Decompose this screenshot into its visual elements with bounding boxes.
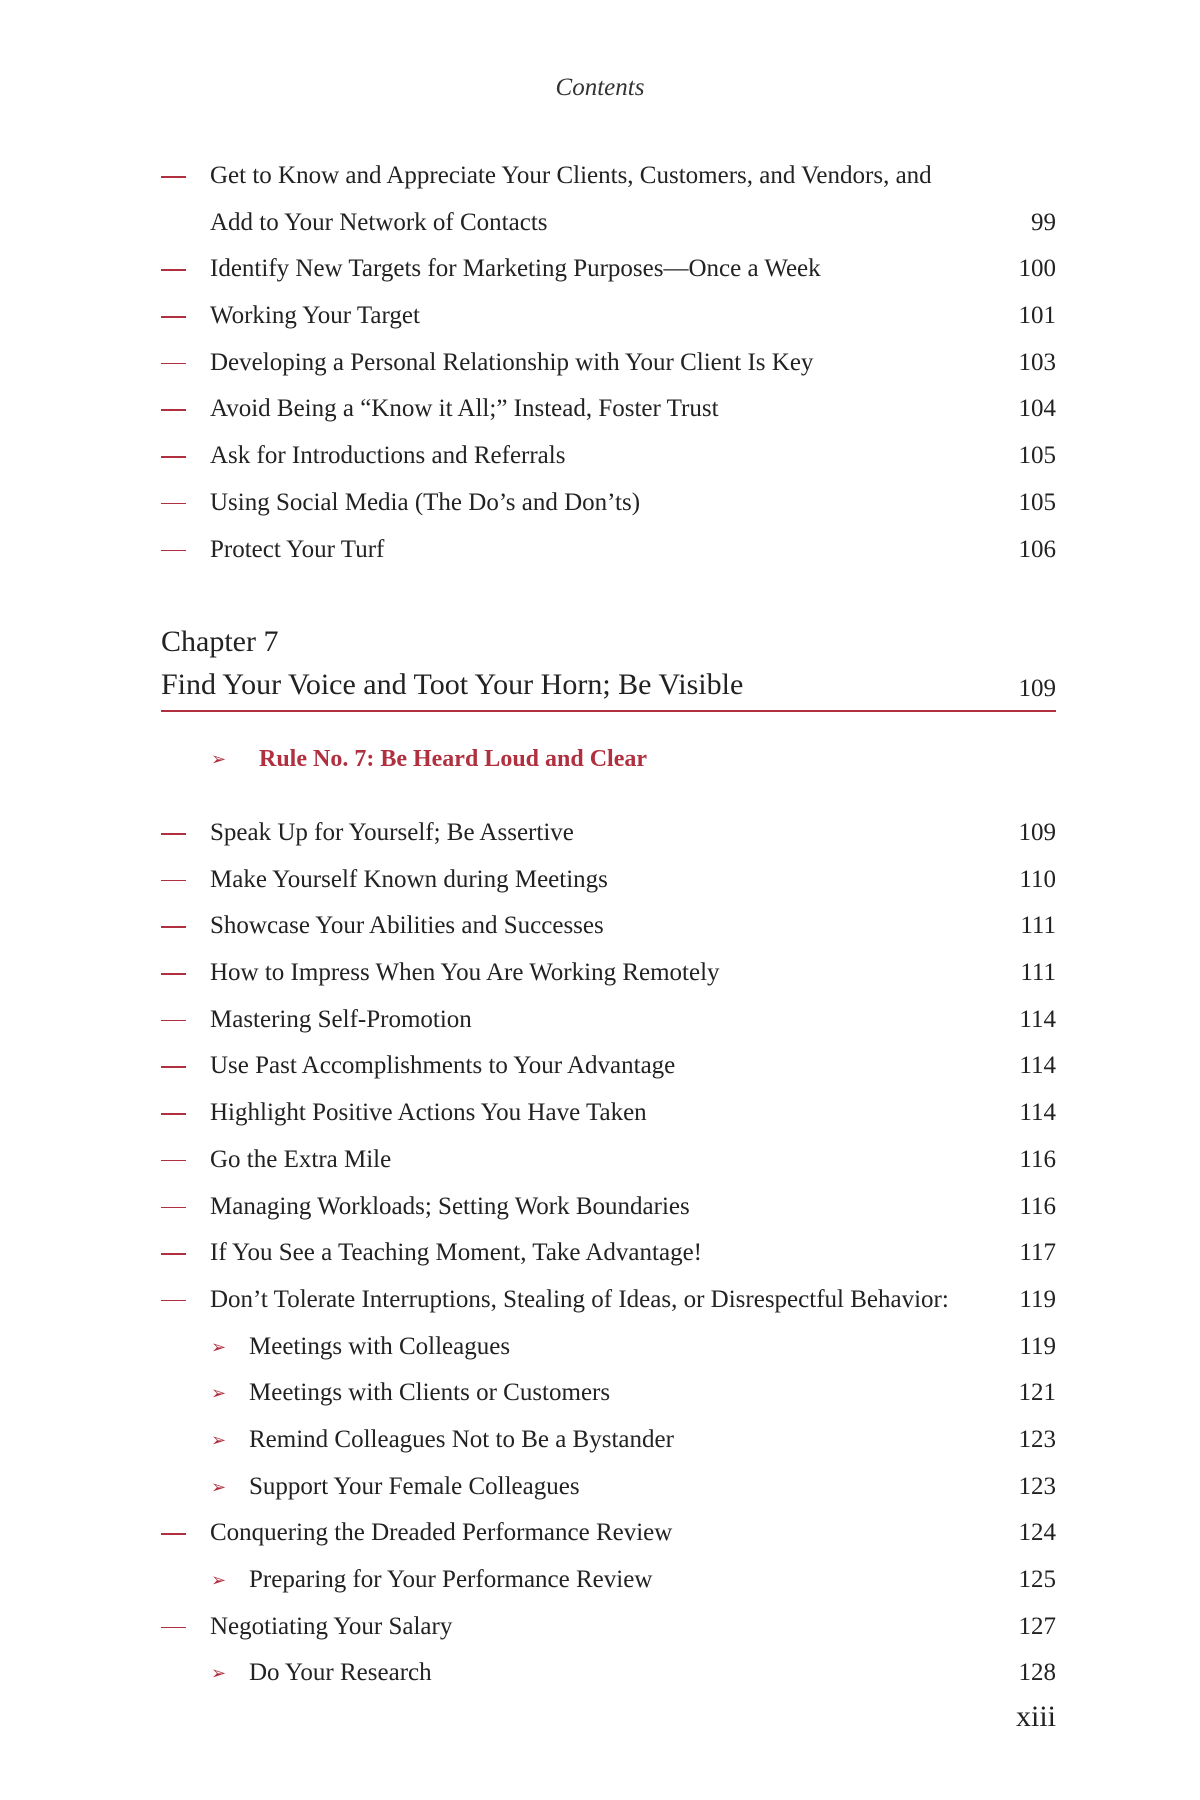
toc-entry-page: 111 <box>1020 912 1056 940</box>
toc-entry-page: 127 <box>1018 1612 1056 1640</box>
toc-entry-title: Highlight Positive Actions You Have Taken <box>210 1099 647 1127</box>
arrow-bullet-icon: ➢ <box>211 1663 227 1684</box>
toc-entry-title: Managing Workloads; Setting Work Boundaries <box>210 1192 690 1220</box>
toc-entry-page: 125 <box>1018 1566 1056 1593</box>
toc-entry-title: Conquering the Dreaded Performance Review <box>210 1519 673 1547</box>
arrow-bullet-icon: ➢ <box>211 1383 227 1404</box>
toc-entry-title: Preparing for Your Performance Review <box>249 1566 653 1593</box>
arrow-bullet-icon: ➢ <box>211 749 227 769</box>
toc-entry <box>161 810 1056 857</box>
toc-entry-title: Make Yourself Known during Meetings <box>210 865 608 893</box>
toc-entry <box>161 1090 1056 1137</box>
toc-entry <box>161 1184 1056 1231</box>
toc-entry-title: Ask for Introductions and Referrals <box>210 442 566 470</box>
toc-entry <box>161 1043 1056 1090</box>
toc-entry-title: Meetings with Colleagues <box>249 1332 511 1360</box>
toc-entry-page: 114 <box>1019 1005 1056 1033</box>
arrow-bullet-icon: ➢ <box>211 1336 227 1357</box>
toc-entry-page: 109 <box>1018 819 1056 846</box>
toc-entry-title: How to Impress When You Are Working Remotely <box>210 959 720 987</box>
toc-entry-page: 123 <box>1018 1472 1056 1500</box>
toc-entry-title: Support Your Female Colleagues <box>249 1472 580 1500</box>
chapter-heading <box>161 620 1056 712</box>
toc-entry-page: 99 <box>1031 208 1056 236</box>
toc-entry <box>161 1604 1056 1651</box>
toc-entry-title: Do Your Research <box>249 1659 432 1687</box>
toc-entry-page: 104 <box>1018 395 1056 423</box>
toc-entry <box>161 1510 1056 1557</box>
toc-entry-page: 117 <box>1019 1239 1056 1267</box>
toc-entry <box>161 1650 1056 1697</box>
toc-entry-title: Remind Colleagues Not to Be a Bystander <box>249 1425 674 1453</box>
toc-entry <box>161 1464 1056 1511</box>
toc-entry <box>161 293 1056 340</box>
toc-entry-title: Don’t Tolerate Interruptions, Stealing of Ideas, or Disrespectful Behavior: <box>210 1285 949 1313</box>
toc-entry <box>161 1417 1056 1464</box>
toc-entry-title: Meetings with Clients or Customers <box>249 1379 611 1407</box>
toc-entry-page: 114 <box>1019 1099 1056 1127</box>
toc-entry-title: Negotiating Your Salary <box>210 1612 453 1640</box>
toc-entry <box>161 340 1056 387</box>
toc-entry-title: Mastering Self-Promotion <box>210 1005 472 1033</box>
toc-entry-title: If You See a Teaching Moment, Take Advantage! <box>210 1239 702 1267</box>
toc-entry-title: Using Social Media (The Do’s and Don’ts) <box>210 488 641 516</box>
toc-entry-page: 116 <box>1019 1145 1056 1173</box>
chapter-page-number: 109 <box>1018 675 1056 702</box>
toc-entry-title: Identify New Targets for Marketing Purposes—Once a Week <box>210 255 821 283</box>
toc-entry <box>161 246 1056 293</box>
toc-entry-title: Developing a Personal Relationship with Your Client Is Key <box>210 348 814 376</box>
chapter-title-row <box>161 664 1056 712</box>
toc-entry <box>161 153 1056 200</box>
toc-list-chapter-7 <box>161 810 1056 1697</box>
toc-entry-page: 119 <box>1019 1285 1056 1313</box>
rule-text: Rule No. 7: Be Heard Loud and Clear <box>259 746 648 772</box>
toc-entry-page: 111 <box>1020 959 1056 987</box>
toc-entry-title: Go the Extra Mile <box>210 1145 392 1173</box>
toc-entry-title: Speak Up for Yourself; Be Assertive <box>210 819 574 846</box>
toc-entry-page: 121 <box>1018 1379 1056 1407</box>
toc-entry <box>161 480 1056 527</box>
toc-entry <box>161 1277 1056 1324</box>
arrow-bullet-icon: ➢ <box>211 1570 227 1590</box>
toc-entry-page: 128 <box>1018 1659 1056 1687</box>
toc-entry-page: 124 <box>1018 1519 1056 1547</box>
toc-entry <box>161 1370 1056 1417</box>
toc-entry <box>161 1324 1056 1371</box>
toc-entry-title: Showcase Your Abilities and Successes <box>210 912 604 940</box>
toc-entry-page: 116 <box>1019 1192 1056 1220</box>
toc-entry-page: 106 <box>1018 535 1056 563</box>
toc-entry-title: Use Past Accomplishments to Your Advantage <box>210 1052 676 1080</box>
arrow-bullet-icon: ➢ <box>211 1429 227 1450</box>
toc-entry <box>161 857 1056 904</box>
toc-entry <box>161 527 1056 574</box>
toc-entry-page: 123 <box>1018 1425 1056 1453</box>
toc-entry-page: 100 <box>1018 255 1056 283</box>
page-folio: xiii <box>1015 1700 1056 1733</box>
running-head: Contents <box>555 74 645 101</box>
toc-entry-page: 119 <box>1019 1332 1056 1360</box>
chapter-rule <box>161 736 1056 782</box>
toc-entry-title: Avoid Being a “Know it All;” Instead, Foster Trust <box>210 395 719 423</box>
toc-entry-page: 110 <box>1019 865 1056 893</box>
toc-entry-title: Add to Your Network of Contacts <box>210 208 548 236</box>
toc-entry <box>161 950 1056 997</box>
toc-entry-title: Protect Your Turf <box>210 535 385 563</box>
toc-entry <box>161 1230 1056 1277</box>
toc-list-continued <box>161 153 1056 573</box>
toc-entry <box>161 200 1056 247</box>
arrow-bullet-icon: ➢ <box>211 1476 227 1497</box>
toc-entry-page: 114 <box>1019 1052 1056 1080</box>
toc-entry <box>161 997 1056 1044</box>
toc-entry-title: Get to Know and Appreciate Your Clients, Customers, and Vendors, and <box>210 162 932 189</box>
toc-entry-title: Working Your Target <box>210 302 420 330</box>
toc-entry-page: 101 <box>1018 302 1056 330</box>
toc-entry <box>161 433 1056 480</box>
toc-entry-page: 105 <box>1018 488 1056 516</box>
chapter-label: Chapter 7 <box>161 625 279 658</box>
toc-entry-page: 105 <box>1018 442 1056 470</box>
toc-entry <box>161 903 1056 950</box>
toc-entry <box>161 1137 1056 1184</box>
toc-entry <box>161 1557 1056 1604</box>
toc-entry <box>161 386 1056 433</box>
chapter-title: Find Your Voice and Toot Your Horn; Be Visible <box>161 668 744 701</box>
toc-entry-page: 103 <box>1018 348 1056 376</box>
